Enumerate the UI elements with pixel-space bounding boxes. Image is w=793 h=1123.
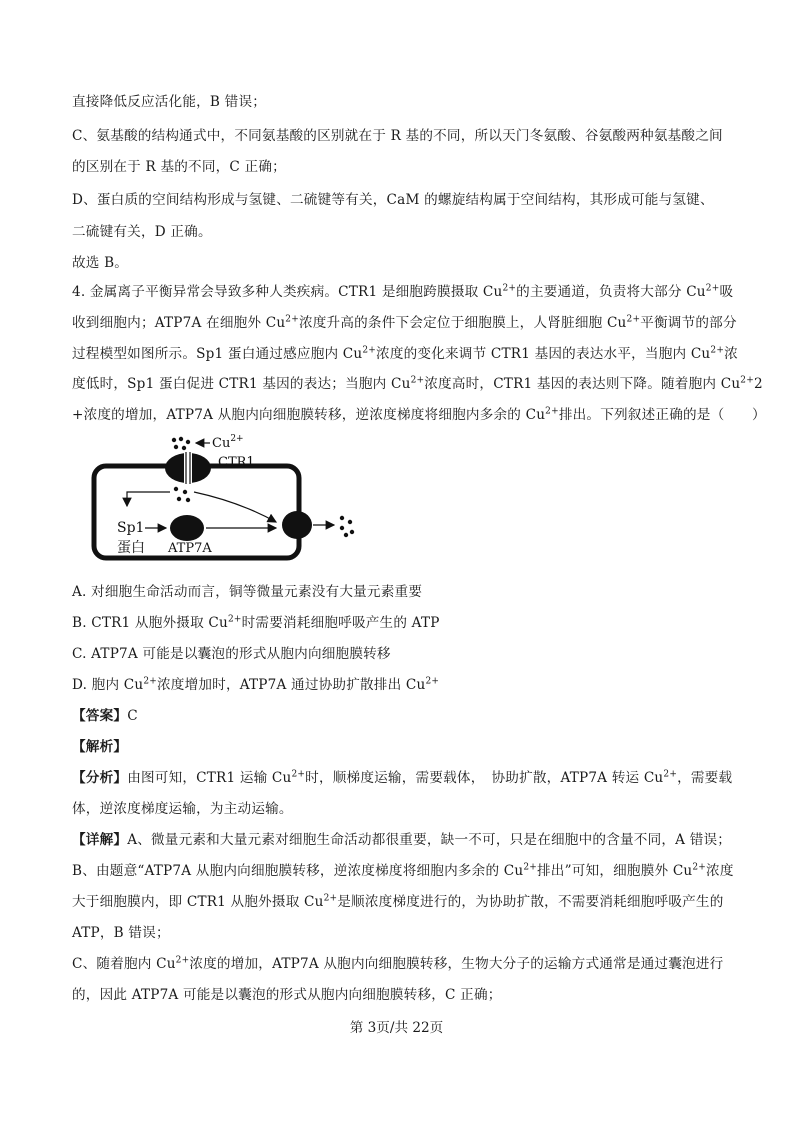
protein-label: 蛋白 [117, 540, 145, 556]
diagram-svg [90, 432, 370, 562]
analysis-detail: C、随着胞内 $Cu^{2+}$浓度的增加，ATP7A 从胞内向细胞膜转移，生物大分子的运输方式通常是通过囊泡进行 [72, 955, 724, 972]
page-footer: 第 3页/共 22页 [349, 1020, 444, 1036]
text-line: 二硫键有关，D 正确。 [72, 224, 212, 240]
analysis-detail: B、由题意“ATP7A 从胞内向细胞膜转移，逆浓度梯度将细胞内多余的 $Cu^{2+}$排出”可知，细胞膜外 $Cu^{2+}$浓度 [72, 862, 734, 879]
text-line: D、蛋白质的空间结构形成与氢键、二硫键等有关，CaM 的螺旋结构属于空间结构，其形成可能与氢键、 [72, 192, 714, 208]
atp7a-membrane [282, 511, 312, 539]
analysis-fenxi: 体，逆浓度梯度运输，为主动运输。 [72, 801, 293, 817]
question-4-text: 收到细胞内；ATP7A 在细胞外 $Cu^{2+}$浓度升高的条件下会定位于细胞膜上，人肾脏细胞 $Cu^{2+}$平衡调节的部分 [72, 314, 737, 331]
answer-label: 【答案】 [72, 708, 128, 724]
copper-transport-diagram [90, 432, 370, 562]
analysis-detail: 的，因此 ATP7A 可能是以囊泡的形式从胞内向细胞膜转移，C 正确； [72, 987, 502, 1003]
text-line: 直接降低反应活化能，B 错误； [72, 94, 267, 110]
answer-line [72, 706, 732, 726]
sp1-label: Sp1 [117, 520, 145, 536]
option-b: B. CTR1 从胞外摄取 $Cu^{2+}$时需要消耗细胞呼吸产生的 ATP [72, 614, 440, 631]
analysis-fenxi: 【分析】由图可知，CTR1 运输 $Cu^{2+}$时，顺梯度运输，需要载体， 协助扩散，ATP7A 转运 $Cu^{2+}$，需要载 [72, 769, 733, 786]
ctr1-pore [184, 452, 192, 484]
option-c: C. ATP7A 可能是以囊泡的形式从胞内向细胞膜转移 [72, 646, 391, 662]
analysis-detail: ATP，B 错误； [72, 925, 170, 941]
question-4-text: 4. 金属离子平衡异常会导致多种人类疾病。CTR1 是细胞跨膜摄取 $Cu^{2+}$的主要通道，负责将大部分 $Cu^{2+}$吸 [72, 283, 734, 300]
text-line: 故选 B。 [72, 255, 129, 271]
answer-value: C [127, 708, 138, 724]
cu-label: $Cu^{2+}$ [212, 434, 244, 451]
question-4-text: 过程模型如图所示。Sp1 蛋白通过感应胞内 $Cu^{2+}$浓度的变化来调节 CTR1 基因的表达水平，当胞内 $Cu^{2+}$浓 [72, 345, 738, 362]
option-a: A. 对细胞生命活动而言，铜等微量元素没有大量元素重要 [72, 584, 423, 600]
atp7a-protein [170, 515, 204, 541]
option-d: D. 胞内 $Cu^{2+}$浓度增加时，ATP7A 通过协助扩散排出 $Cu^{2+}$ [72, 676, 440, 693]
analysis-detail: 【详解】A、微量元素和大量元素对细胞生命活动都很重要，缺一不可，只是在细胞中的含量不同，A 错误； [72, 832, 732, 848]
analysis-heading: 【解析】 [72, 739, 128, 755]
question-4-text: 度低时，Sp1 蛋白促进 CTR1 基因的表达；当胞内 $Cu^{2+}$浓度高时，CTR1 基因的表达则下降。随着胞内 $Cu^{2+}2$ [72, 375, 763, 392]
analysis-detail: 大于细胞膜内，即 CTR1 从胞外摄取 $Cu^{2+}$是顺浓度梯度进行的，为协助扩散，不需要消耗细胞呼吸产生的 [72, 893, 724, 910]
atp7a-label: ATP7A [168, 541, 212, 556]
text-line: C、氨基酸的结构通式中，不同氨基酸的区别就在于 R 基的不同，所以天门冬氨酸、谷氨酸两种氨基酸之间 [72, 128, 723, 144]
ctr1-label: CTR1 [218, 455, 255, 470]
question-4-text: +浓度的增加，ATP7A 从胞内向细胞膜转移，逆浓度梯度将细胞内多余的 $Cu^{2+}$排出。下列叙述正确的是（ ） [72, 406, 766, 423]
text-line: 的区别在于 R 基的不同，C 正确； [72, 159, 286, 175]
